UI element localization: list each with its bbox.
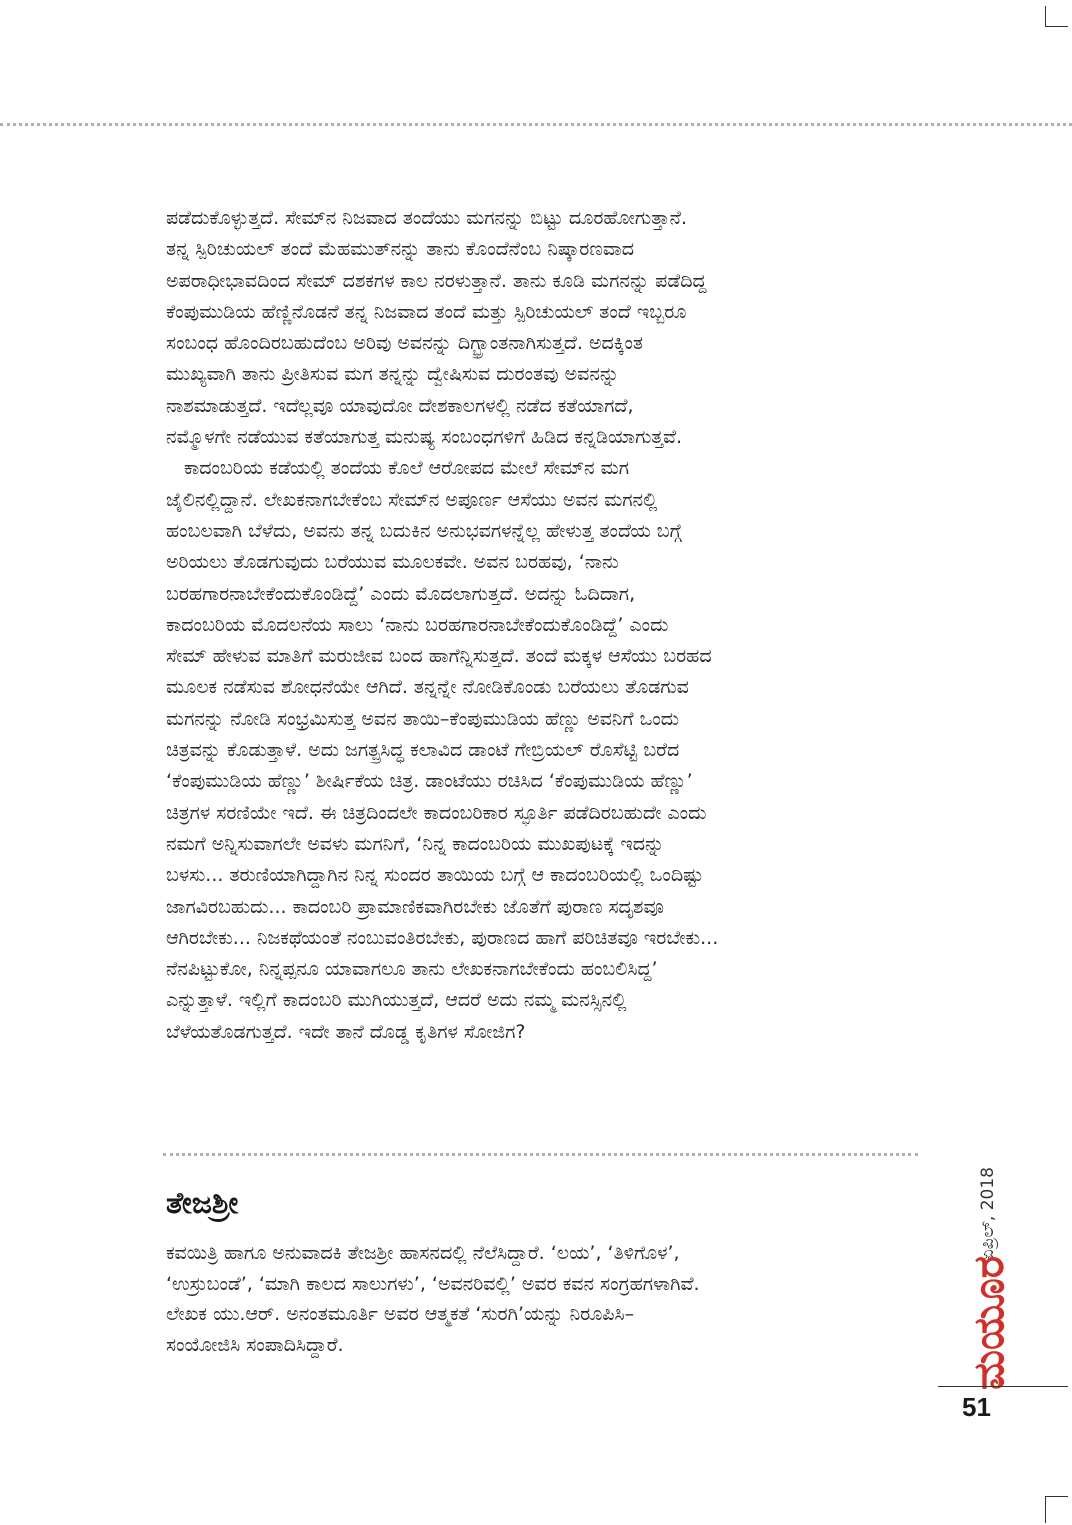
article-line: ಬಳಸು... ತರುಣಿಯಾಗಿದ್ದಾಗಿನ ನಿನ್ನ ಸುಂದರ ತಾಯಿಯ ಬಗ್ಗೆ ಆ ಕಾದಂಬರಿಯಲ್ಲಿ ಒಂದಿಷ್ಟು <box>166 864 704 887</box>
article-line: ನೆನಪಿಟ್ಟುಕೋ, ನಿನ್ನಪ್ಪನೂ ಯಾವಾಗಲೂ ತಾನು ಲೇಖಕನಾಗಬೇಕೆಂದು ಹಂಬಲಿಸಿದ್ದ’ <box>166 958 658 981</box>
author-bio <box>166 1238 926 1360</box>
top-dotted-divider <box>0 123 1072 126</box>
article-line: ಚಿತ್ರವನ್ನು ಕೊಡುತ್ತಾಳೆ. ಅದು ಜಗತ್ಪ್ರಸಿದ್ಧ ಕಲಾವಿದ ಡಾಂಟೆ ಗೇಬ್ರಿಯಲ್ ರೊಸೆಟ್ಟಿ ಬರೆದ <box>166 739 680 762</box>
article-line: ನಮ್ಮೊಳಗೇ ನಡೆಯುವ ಕತೆಯಾಗುತ್ತ ಮನುಷ್ಯ ಸಂಬಂಧಗಳಿಗೆ ಹಿಡಿದ ಕನ್ನಡಿಯಾಗುತ್ತವೆ. <box>166 426 683 449</box>
bio-line: ಲೇಖಕ ಯು.ಆರ್. ಅನಂತಮೂರ್ತಿ ಅವರ ಆತ್ಮಕತೆ ‘ಸುರಗಿ’ಯನ್ನು ನಿರೂಪಿಸಿ– <box>166 1303 635 1325</box>
article-line: ಜೈಲಿನಲ್ಲಿದ್ದಾನೆ. ಲೇಖಕನಾಗಬೇಕೆಂಬ ಸೇಮ್‌ನ ಅಪೂರ್ಣ ಆಸೆಯು ಅವನ ಮಗನಲ್ಲಿ <box>166 488 658 511</box>
article-line: ಬರಹಗಾರನಾಬೇಕೆಂದುಕೊಂಡಿದ್ದೆ’ ಎಂದು ಮೊದಲಾಗುತ್ತದೆ. ಅದನ್ನು ಓದಿದಾಗ, <box>166 582 636 605</box>
article-line: ಅಪರಾಧೀಭಾವದಿಂದ ಸೇಮ್ ದಶಕಗಳ ಕಾಲ ನರಳುತ್ತಾನೆ. ತಾನು ಕೂಡಿ ಮಗನನ್ನು ಪಡೆದಿದ್ದ <box>166 269 707 292</box>
article-line: ಎನ್ನುತ್ತಾಳೆ. ಇಲ್ಲಿಗೆ ಕಾದಂಬರಿ ಮುಗಿಯುತ್ತದೆ, ಆದರೆ ಅದು ನಮ್ಮ ಮನಸ್ಸಿನಲ್ಲಿ <box>166 989 627 1012</box>
article-line: ಅರಿಯಲು ತೊಡಗುವುದು ಬರೆಯುವ ಮೂಲಕವೇ. ಅವನ ಬರಹವು, ‘ನಾನು <box>166 551 619 574</box>
article-line: ಮೂಲಕ ನಡೆಸುವ ಶೋಧನೆಯೇ ಆಗಿದೆ. ತನ್ನನ್ನೇ ನೋಡಿಕೊಂಡು ಬರೆಯಲು ತೊಡಗುವ <box>166 676 689 699</box>
article-line: ಕೆಂಪುಮುಡಿಯ ಹೆಣ್ಣಿನೊಡನೆ ತನ್ನ ನಿಜವಾದ ತಂದೆ ಮತ್ತು ಸ್ಪಿರಿಚುಯಲ್ ತಂದೆ ಇಬ್ಬರೂ <box>166 300 687 323</box>
article-line: ನಮಗೆ ಅನ್ನಿಸುವಾಗಲೇ ಅವಳು ಮಗನಿಗೆ, ‘ನಿನ್ನ ಕಾದಂಬರಿಯ ಮುಖಪುಟಕ್ಕೆ ಇದನ್ನು <box>166 832 665 855</box>
article-line: ಸೇಮ್ ಹೇಳುವ ಮಾತಿಗೆ ಮರುಜೀವ ಬಂದ ಹಾಗೆನ್ನಿಸುತ್ತದೆ. ತಂದೆ ಮಕ್ಕಳ ಆಸೆಯು ಬರಹದ <box>166 645 712 668</box>
author-name-heading: ತೇಜಶ್ರೀ <box>166 1186 239 1221</box>
article-line: ಕಾದಂಬರಿಯ ಮೊದಲನೆಯ ಸಾಲು ‘ನಾನು ಬರಹಗಾರನಾಬೇಕೆಂದುಕೊಂಡಿದ್ದೆ’ ಎಂದು <box>166 613 669 636</box>
article-line: ತನ್ನ ಸ್ಪಿರಿಚುಯಲ್ ತಂದೆ ಮೆಹಮುತ್‌ನನ್ನು ತಾನು ಕೊಂದೆನೆಂಬ ನಿಷ್ಕಾರಣವಾದ <box>166 238 635 261</box>
magazine-sidebar <box>958 1100 1018 1390</box>
section-dotted-divider <box>163 1153 918 1156</box>
bio-line: ಸಂಯೋಜಿಸಿ ಸಂಪಾದಿಸಿದ್ದಾರೆ. <box>166 1333 344 1356</box>
issue-date: ಏಪ್ರಿಲ್, 2018 <box>978 1166 998 1260</box>
article-line: ಮಗನನ್ನು ನೋಡಿ ಸಂಭ್ರಮಿಸುತ್ತ ಅವನ ತಾಯಿ–ಕೆಂಪುಮುಡಿಯ ಹೆಣ್ಣು ಅವನಿಗೆ ಒಂದು <box>166 707 680 730</box>
article-line: ‘ಕೆಂಪುಮುಡಿಯ ಹೆಣ್ಣು’ ಶೀರ್ಷಿಕೆಯ ಚಿತ್ರ. ಡಾಂಟೆಯು ರಚಿಸಿದ ‘ಕೆಂಪುಮುಡಿಯ ಹೆಣ್ಣು’ <box>166 770 693 793</box>
magazine-logo: ಮಯೂರ <box>964 1256 1013 1390</box>
article-line: ಹಂಬಲವಾಗಿ ಬೆಳೆದು, ಅವನು ತನ್ನ ಬದುಕಿನ ಅನುಭವಗಳನ್ನೆಲ್ಲ ಹೇಳುತ್ತ ತಂದೆಯ ಬಗ್ಗೆ <box>166 519 682 542</box>
article-body <box>166 203 926 1048</box>
article-line: ಆಗಿರಬೇಕು... ನಿಜಕಥೆಯಂತೆ ನಂಬುವಂತಿರಬೇಕು, ಪುರಾಣದ ಹಾಗೆ ಪರಿಚಿತವೂ ಇರಬೇಕು... <box>166 926 719 949</box>
article-line: ಬೆಳೆಯತೊಡಗುತ್ತದೆ. ಇದೇ ತಾನೆ ದೊಡ್ಡ ಕೃತಿಗಳ ಸೋಜಿಗ? <box>166 1020 526 1043</box>
crop-mark-bottom-right <box>1045 1496 1068 1523</box>
article-line: ಜಾಗವಿರಬಹುದು... ಕಾದಂಬರಿ ಪ್ರಾಮಾಣಿಕವಾಗಿರಬೇಕು ಜೊತೆಗೆ ಪುರಾಣ ಸದೃಶವೂ <box>166 895 664 918</box>
article-line: ಪಡೆದುಕೊಳ್ಳುತ್ತದೆ. ಸೇಮ್‌ನ ನಿಜವಾದ ತಂದೆಯು ಮಗನನ್ನು ಬಿಟ್ಟು ದೂರಹೋಗುತ್ತಾನೆ. <box>166 207 687 229</box>
article-line: ನಾಶಮಾಡುತ್ತದೆ. ಇದೆಲ್ಲವೂ ಯಾವುದೋ ದೇಶಕಾಲಗಳಲ್ಲಿ ನಡೆದ ಕತೆಯಾಗದೆ, <box>166 394 634 417</box>
bio-line: ‘ಉಸ್ರುಬಂಡೆ’, ‘ಮಾಗಿ ಕಾಲದ ಸಾಲುಗಳು’, ‘ಅವನರಿವಲ್ಲಿ’ ಅವರ ಕವನ ಸಂಗ್ರಹಗಳಾಗಿವೆ. <box>166 1272 700 1295</box>
page-number: 51 <box>962 1392 991 1422</box>
page-number-rule <box>938 1386 1068 1387</box>
article-line: ಸಂಬಂಧ ಹೊಂದಿರಬಹುದೆಂಬ ಅರಿವು ಅವನನ್ನು ದಿಗ್ಭ್ರಾಂತನಾಗಿಸುತ್ತದೆ. ಅದಕ್ಕಿಂತ <box>166 332 643 355</box>
bio-line: ಕವಯಿತ್ರಿ ಹಾಗೂ ಅನುವಾದಕಿ ತೇಜಶ್ರೀ ಹಾಸನದಲ್ಲಿ ನೆಲೆಸಿದ್ದಾರೆ. ‘ಲಯ’, ‘ತಿಳಿಗೊಳ’, <box>166 1242 680 1264</box>
article-line: ಚಿತ್ರಗಳ ಸರಣಿಯೇ ಇದೆ. ಈ ಚಿತ್ರದಿಂದಲೇ ಕಾದಂಬರಿಕಾರ ಸ್ಫೂರ್ತಿ ಪಡೆದಿರಬಹುದೇ ಎಂದು <box>166 801 707 824</box>
article-line: ಮುಖ್ಯವಾಗಿ ತಾನು ಪ್ರೀತಿಸುವ ಮಗ ತನ್ನನ್ನು ದ್ವೇಷಿಸುವ ದುರಂತವು ಅವನನ್ನು <box>166 363 620 386</box>
crop-mark-top-right <box>1045 6 1068 27</box>
article-line: ಕಾದಂಬರಿಯ ಕಡೆಯಲ್ಲಿ ತಂದೆಯ ಕೊಲೆ ಆರೋಪದ ಮೇಲೆ ಸೇಮ್‌ನ ಮಗ <box>184 457 629 480</box>
